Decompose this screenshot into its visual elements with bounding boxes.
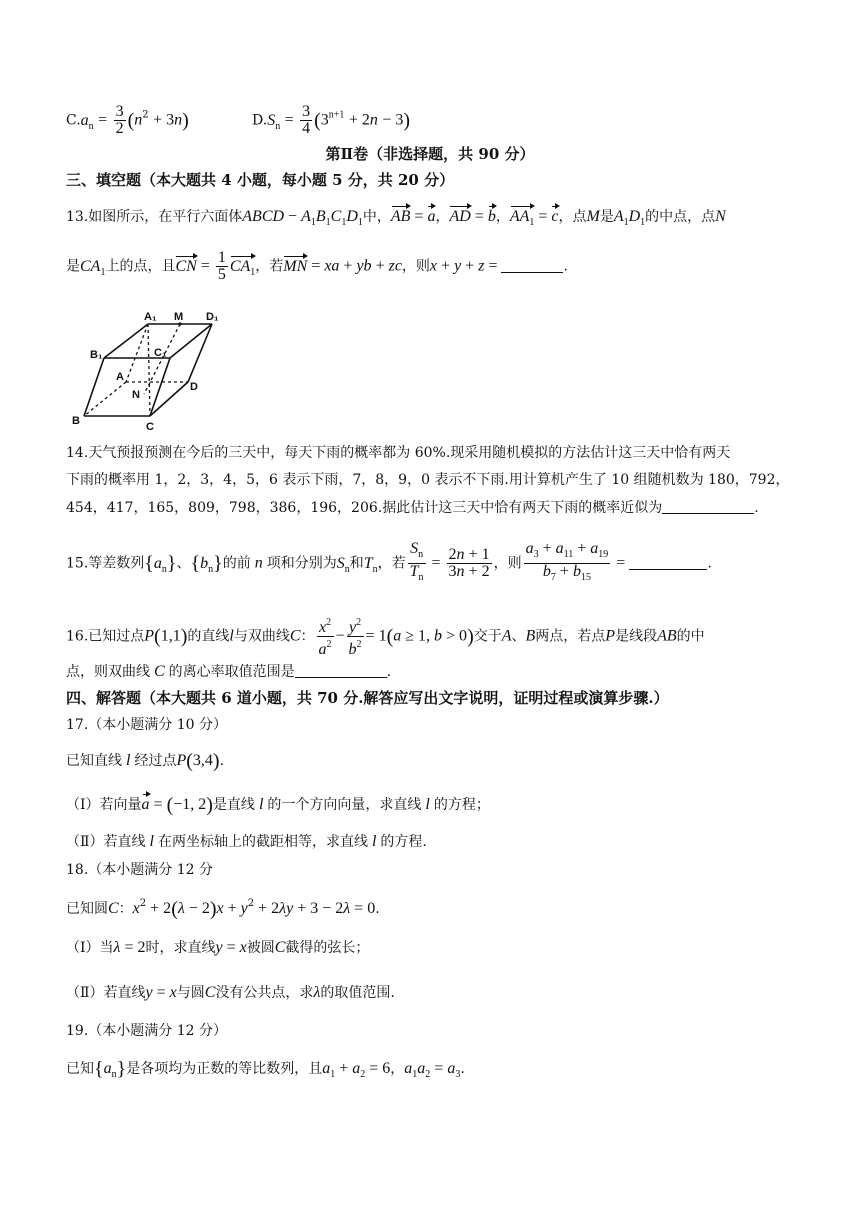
fig-label-c1: C₁ (154, 347, 167, 359)
q14-line-1: 14.天气预报预测在今后的三天中，每天下雨的概率都为 60%.现采用随机模拟的方法估计这三天中恰有两天 (66, 445, 731, 461)
fig-label-a: A (116, 371, 124, 383)
q18-given: 已知圆C：$x^2 + 2(\lambda - 2)x + y^2 + 2\lambda y + 3 - 2\lambda = 0$. (66, 898, 380, 920)
q14-line-2: 下雨的概率用 1，2，3，4，5，6 表示下雨，7，8，9，0 表示不下雨.用计算机产生了 10 组随机数为 180，792， (66, 472, 790, 488)
q18-header: 18.（本小题满分 12 分 (66, 862, 213, 878)
fig-label-d: D (190, 381, 198, 393)
q19-header: 19.（本小题满分 12 分） (66, 1023, 227, 1039)
fig-label-b1: B₁ (90, 349, 103, 361)
q19-given: 已知$\{a_n\}$是各项均为正数的等比数列，且$a_1 + a_2 = 6$，$a_1a_2 = a_3$. (66, 1058, 465, 1080)
q13-line-1: 13.如图所示，在平行六面体ABCD − $A_1B_1C_1D_1$中，AB = a，AD = b，$AA_1 = c$，点M是$A_1D_1$的中点，点N (66, 207, 726, 233)
q13-answer-blank[interactable] (501, 258, 563, 273)
option-c: $C.a_n$ = $\frac{3}{2}$ $(n^2 + 3n)$ (66, 103, 189, 137)
section-3-heading: 三、填空题（本大题共 4 小题，每小题 5 分，共 20 分） (66, 171, 455, 189)
fig-label-a1: A₁ (144, 311, 157, 323)
part-2-title: 第Ⅱ卷（非选择题，共 90 分） (325, 145, 535, 163)
q16-answer-blank[interactable] (295, 663, 387, 678)
q17-header: 17.（本小题满分 10 分） (66, 717, 227, 733)
q16-line-1: 16.已知过点P(1,1)的直线l与双曲线C： $\frac{x^2}{a^2}$ − $\frac{y^2}{b^2}$ = 1(a ≥ 1, b > 0)交于A、B两点，若点P是线段AB的中 (66, 617, 705, 658)
fig-label-b: B (72, 415, 80, 427)
parallelepiped-figure (60, 306, 230, 436)
q17-part-1: （I）若向量a = (−1, 2)是直线 l 的一个方向向量，求直线 l 的方程； (66, 794, 490, 816)
q14-line-3: 454，417，165，809，798，386，196，206.据此估计这三天中恰有两天下雨的概率近似为 . (66, 500, 759, 516)
fig-label-m: M (174, 311, 184, 323)
q16-line-2: 点，则双曲线 C 的离心率取值范围是 . (66, 663, 392, 680)
q18-part-2: （Ⅱ）若直线y = x与圆C没有公共点，求λ的取值范围. (66, 984, 395, 1001)
option-d: $D.S_n$ = $\frac{3}{4}$ $(3^{n+1} + 2n - 3)$ (252, 103, 411, 137)
q18-part-1: （I）当λ = 2时，求直线y = x被圆C截得的弦长； (66, 939, 370, 956)
fig-label-n: N (132, 389, 140, 401)
q17-part-2: （Ⅱ）若直线 l 在两坐标轴上的截距相等，求直线 l 的方程. (66, 833, 427, 850)
fig-label-c: C (146, 421, 154, 433)
q15-line: 15.等差数列$\{a_n\}$、$\{b_n\}$的前 n 项和分别为$S_n$和$T_n$，若 $\frac{S_n}{T_n}$ = $\frac{2n + 1}{3n + 2}$ ，则 $\frac{a_3 + a_{11} + a_{19}}{b_7 + b_{15}}$ = . (66, 540, 712, 583)
q13-line-2: 是$CA_1$上的点，且CN = $\frac{1}{5}$ $CA_1$，若MN = xa + yb + zc，则x + y + z = . (66, 249, 568, 283)
q15-answer-blank[interactable] (629, 555, 707, 570)
section-4-heading: 四、解答题（本大题共 6 道小题，共 70 分.解答应写出文字说明，证明过程或演算步骤.） (66, 689, 669, 707)
fig-label-d1: D₁ (206, 311, 219, 323)
q17-given: 已知直线 l 经过点P(3,4). (66, 750, 225, 772)
q14-answer-blank[interactable] (662, 499, 754, 514)
